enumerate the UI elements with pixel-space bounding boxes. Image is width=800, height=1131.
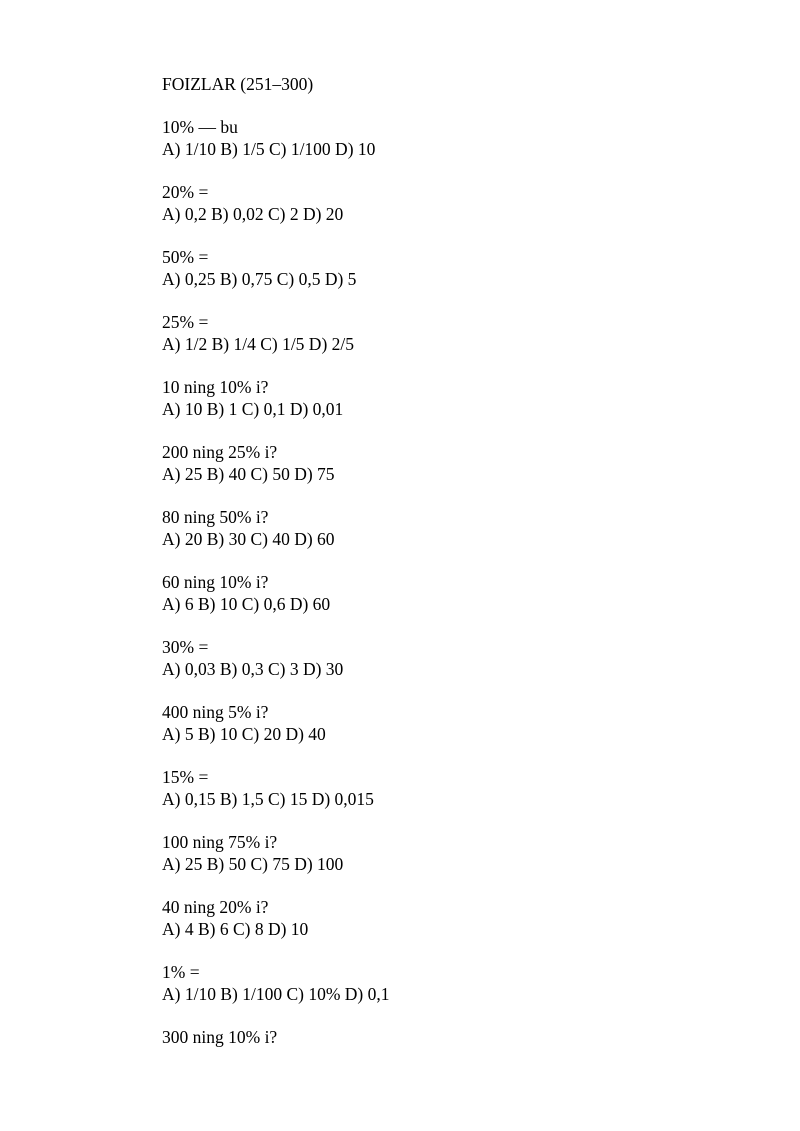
answer-options: A) 5 B) 10 C) 20 D) 40 bbox=[162, 724, 326, 744]
question-text: 20% = bbox=[162, 182, 209, 203]
question-block bbox=[162, 702, 770, 745]
question-text: 10% — bu bbox=[162, 117, 238, 138]
question-block bbox=[162, 637, 770, 680]
question-block bbox=[162, 962, 770, 1005]
question-text: 25% = bbox=[162, 312, 209, 333]
question-block bbox=[162, 312, 770, 355]
question-block bbox=[162, 1027, 770, 1049]
question-block bbox=[162, 247, 770, 290]
question-block bbox=[162, 182, 770, 225]
question-text: 15% = bbox=[162, 767, 209, 788]
document-title: FOIZLAR (251–300) bbox=[162, 74, 314, 94]
question-block bbox=[162, 507, 770, 550]
question-text: 60 ning 10% i? bbox=[162, 572, 269, 593]
question-block bbox=[162, 572, 770, 615]
question-text: 100 ning 75% i? bbox=[162, 832, 278, 853]
question-block bbox=[162, 377, 770, 420]
question-text: 40 ning 20% i? bbox=[162, 897, 269, 918]
question-block bbox=[162, 767, 770, 810]
question-block bbox=[162, 442, 770, 485]
question-block bbox=[162, 832, 770, 875]
answer-options: A) 1/2 B) 1/4 C) 1/5 D) 2/5 bbox=[162, 334, 355, 354]
question-block bbox=[162, 897, 770, 940]
question-text: 1% = bbox=[162, 962, 200, 983]
answer-options: A) 10 B) 1 C) 0,1 D) 0,01 bbox=[162, 399, 344, 419]
answer-options: A) 0,15 B) 1,5 C) 15 D) 0,015 bbox=[162, 789, 374, 809]
question-text: 80 ning 50% i? bbox=[162, 507, 269, 528]
question-text: 400 ning 5% i? bbox=[162, 702, 269, 723]
answer-options: A) 25 B) 40 C) 50 D) 75 bbox=[162, 464, 335, 484]
question-text: 50% = bbox=[162, 247, 209, 268]
answer-options: A) 25 B) 50 C) 75 D) 100 bbox=[162, 854, 344, 874]
answer-options: A) 1/10 B) 1/100 C) 10% D) 0,1 bbox=[162, 984, 390, 1004]
answer-options: A) 0,03 B) 0,3 C) 3 D) 30 bbox=[162, 659, 344, 679]
question-text: 30% = bbox=[162, 637, 209, 658]
question-list bbox=[162, 117, 770, 1049]
answer-options: A) 1/10 B) 1/5 C) 1/100 D) 10 bbox=[162, 139, 376, 159]
question-text: 200 ning 25% i? bbox=[162, 442, 278, 463]
answer-options: A) 6 B) 10 C) 0,6 D) 60 bbox=[162, 594, 331, 614]
document-content bbox=[162, 74, 770, 1071]
question-text: 300 ning 10% i? bbox=[162, 1027, 278, 1048]
question-block bbox=[162, 117, 770, 160]
question-text: 10 ning 10% i? bbox=[162, 377, 269, 398]
answer-options: A) 20 B) 30 C) 40 D) 60 bbox=[162, 529, 335, 549]
answer-options: A) 0,2 B) 0,02 C) 2 D) 20 bbox=[162, 204, 344, 224]
answer-options: A) 0,25 B) 0,75 C) 0,5 D) 5 bbox=[162, 269, 357, 289]
answer-options: A) 4 B) 6 C) 8 D) 10 bbox=[162, 919, 309, 939]
